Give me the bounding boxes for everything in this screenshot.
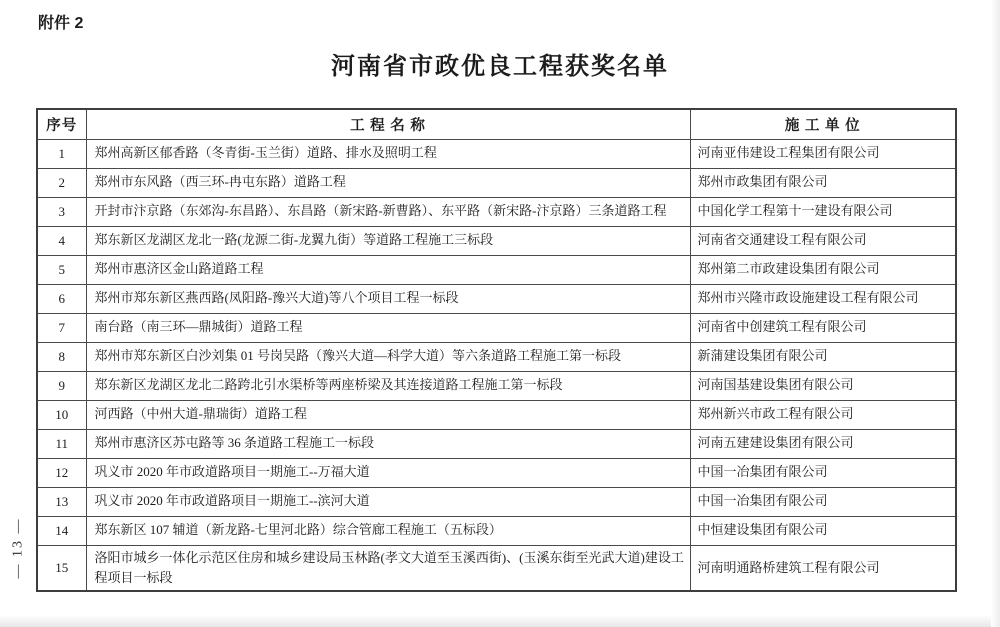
row-index: 15 [37,545,86,591]
table-row [37,371,956,400]
project-name: 郑州市郑东新区白沙刘集 01 号岗吴路（豫兴大道—科学大道）等六条道路工程施工第一标段 [86,342,690,371]
construction-unit: 郑州新兴市政工程有限公司 [690,400,956,429]
construction-unit: 中恒建设集团有限公司 [690,516,956,545]
table-row [37,429,956,458]
project-name: 开封市汴京路（东郊沟-东昌路）、东昌路（新宋路-新曹路）、东平路（新宋路-汴京路）三条道路工程 [86,197,690,226]
construction-unit: 郑州第二市政建设集团有限公司 [690,255,956,284]
construction-unit: 河南明通路桥建筑工程有限公司 [690,545,956,591]
scan-edge-bottom [0,615,1000,627]
table-row [37,313,956,342]
project-name: 巩义市 2020 年市政道路项目一期施工--滨河大道 [86,487,690,516]
table-row [37,168,956,197]
col-header-unit: 施 工 单 位 [690,109,956,139]
construction-unit: 河南国基建设集团有限公司 [690,371,956,400]
row-index: 9 [37,371,86,400]
col-header-project: 工 程 名 称 [86,109,690,139]
construction-unit: 郑州市兴隆市政设施建设工程有限公司 [690,284,956,313]
project-name: 郑东新区 107 辅道（新龙路-七里河北路）综合管廊工程施工（五标段） [86,516,690,545]
construction-unit: 中国化学工程第十一建设有限公司 [690,197,956,226]
row-index: 2 [37,168,86,197]
page-number-container [0,508,36,588]
construction-unit: 河南省交通建设工程有限公司 [690,226,956,255]
row-index: 14 [37,516,86,545]
row-index: 13 [37,487,86,516]
project-name: 河西路（中州大道-鼎瑞街）道路工程 [86,400,690,429]
row-index: 12 [37,458,86,487]
construction-unit: 河南省中创建筑工程有限公司 [690,313,956,342]
table-row [37,197,956,226]
attachment-label: 附件 2 [38,15,84,32]
project-name: 巩义市 2020 年市政道路项目一期施工--万福大道 [86,458,690,487]
table-row [37,284,956,313]
table-row [37,516,956,545]
page-title: 河南省市政优良工程获奖名单 [331,53,669,80]
table-row [37,255,956,284]
project-name: 南台路（南三环—鼎城街）道路工程 [86,313,690,342]
table-row [37,342,956,371]
row-index: 6 [37,284,86,313]
row-index: 4 [37,226,86,255]
row-index: 5 [37,255,86,284]
table-row [37,400,956,429]
awards-table [36,108,957,592]
col-header-index: 序号 [37,109,86,139]
table-row [37,226,956,255]
row-index: 3 [37,197,86,226]
header-row [37,109,956,139]
table-row [37,487,956,516]
scan-edge-right [991,0,1000,627]
project-name: 郑州市东风路（西三环-冉屯东路）道路工程 [86,168,690,197]
construction-unit: 中国一冶集团有限公司 [690,487,956,516]
project-name: 郑东新区龙湖区龙北一路(龙源二街-龙翼九街）等道路工程施工三标段 [86,226,690,255]
table-row [37,545,956,591]
table-body [37,139,956,591]
row-index: 1 [37,139,86,168]
page-number: — 13 — [10,517,25,579]
row-index: 8 [37,342,86,371]
construction-unit: 河南五建建设集团有限公司 [690,429,956,458]
row-index: 10 [37,400,86,429]
row-index: 11 [37,429,86,458]
project-name: 郑州市郑东新区燕西路(凤阳路-豫兴大道)等八个项目工程一标段 [86,284,690,313]
construction-unit: 新蒲建设集团有限公司 [690,342,956,371]
construction-unit: 河南亚伟建设工程集团有限公司 [690,139,956,168]
project-name: 郑州市惠济区苏屯路等 36 条道路工程施工一标段 [86,429,690,458]
row-index: 7 [37,313,86,342]
construction-unit: 中国一冶集团有限公司 [690,458,956,487]
project-name: 郑州高新区郁香路（冬青街-玉兰街）道路、排水及照明工程 [86,139,690,168]
project-name: 郑州市惠济区金山路道路工程 [86,255,690,284]
project-name: 郑东新区龙湖区龙北二路跨北引水渠桥等两座桥梁及其连接道路工程施工第一标段 [86,371,690,400]
construction-unit: 郑州市政集团有限公司 [690,168,956,197]
table-header [37,109,956,139]
table-row [37,458,956,487]
table-row [37,139,956,168]
project-name: 洛阳市城乡一体化示范区住房和城乡建设局玉林路(孝文大道至玉溪西街)、(玉溪东街至光武大道)建设工程项目一标段 [86,545,690,591]
